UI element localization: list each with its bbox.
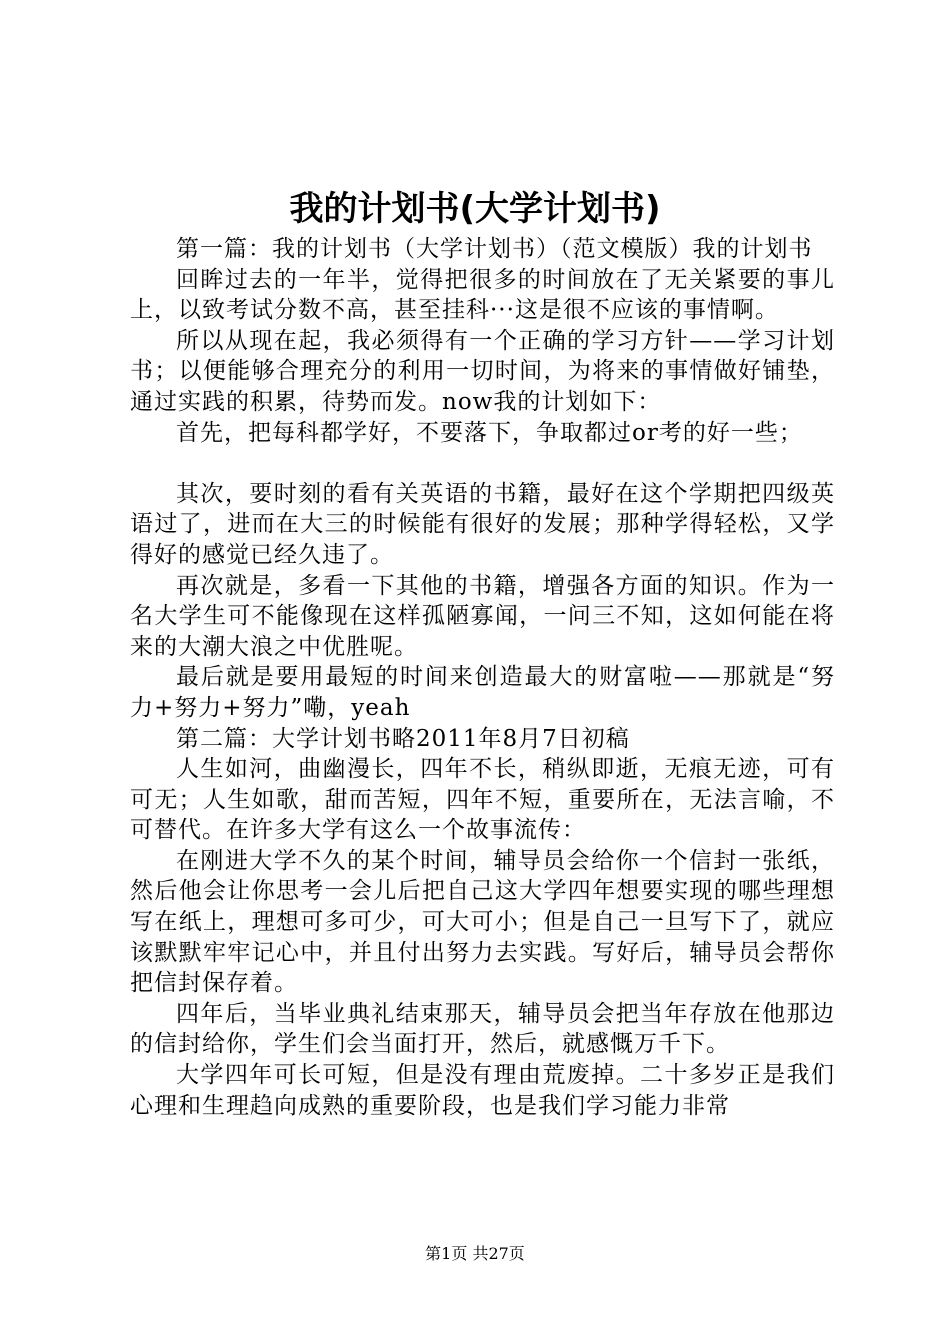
paragraph: 最后就是要用最短的时间来创造最大的财富啦——那就是“努力+努力+努力”嘞，yeah xyxy=(130,664,835,721)
paragraph: 回眸过去的一年半，觉得把很多的时间放在了无关紧要的事儿上，以致考试分数不高，甚至挂科···这是很不应该的事情啊。 xyxy=(130,266,835,324)
paragraph: 第一篇：我的计划书（大学计划书）（范文模版）我的计划书 xyxy=(176,236,813,262)
paragraph: 其次，要时刻的看有关英语的书籍，最好在这个学期把四级英语过了，进而在大三的时候能有很好的发展；那种学得轻松，又学得好的感觉已经久违了。 xyxy=(130,480,835,568)
paragraph: 四年后，当毕业典礼结束那天，辅导员会把当年存放在他那边的信封给你，学生们会当面打开，然后，就感慨万千下。 xyxy=(130,1000,835,1058)
paragraph: 大学四年可长可短，但是没有理由荒废掉。二十多岁正是我们心理和生理趋向成熟的重要阶段，也是我们学习能力非常 xyxy=(130,1062,835,1119)
paragraph: 第二篇：大学计划书略2011年8月7日初稿 xyxy=(176,725,630,752)
document-title: 我的计划书(大学计划书) xyxy=(289,189,661,229)
paragraph: 再次就是，多看一下其他的书籍，增强各方面的知识。作为一名大学生可不能像现在这样孤陋寡闻，一问三不知，这如何能在将来的大潮大浪之中优胜呢。 xyxy=(130,572,835,660)
document-body xyxy=(130,234,835,1121)
paragraph: 人生如河，曲幽漫长，四年不长，稍纵即逝，无痕无迹，可有可无；人生如歌，甜而苦短，四年不短，重要所在，无法言喻，不可替代。在许多大学有这么一个故事流传： xyxy=(130,756,835,844)
page-number-footer: 第1页 共27页 xyxy=(425,1244,525,1263)
paragraph: 所以从现在起，我必须得有一个正确的学习方针——学习计划书；以便能够合理充分的利用一切时间，为将来的事情做好铺垫，通过实践的积累，待势而发。now我的计划如下： xyxy=(130,327,835,415)
blank-line xyxy=(130,448,835,479)
paragraph: 在刚进大学不久的某个时间，辅导员会给你一个信封一张纸，然后他会让你思考一会儿后把自己这大学四年想要实现的哪些理想写在纸上，理想可多可少，可大可小；但是自己一旦写下了，就应该默默牢牢记心中，并且付出努力去实践。写好后，辅导员会帮你把信封保存着。 xyxy=(130,847,835,997)
paragraph: 首先，把每科都学好，不要落下，争取都过or考的好一些； xyxy=(176,419,803,446)
